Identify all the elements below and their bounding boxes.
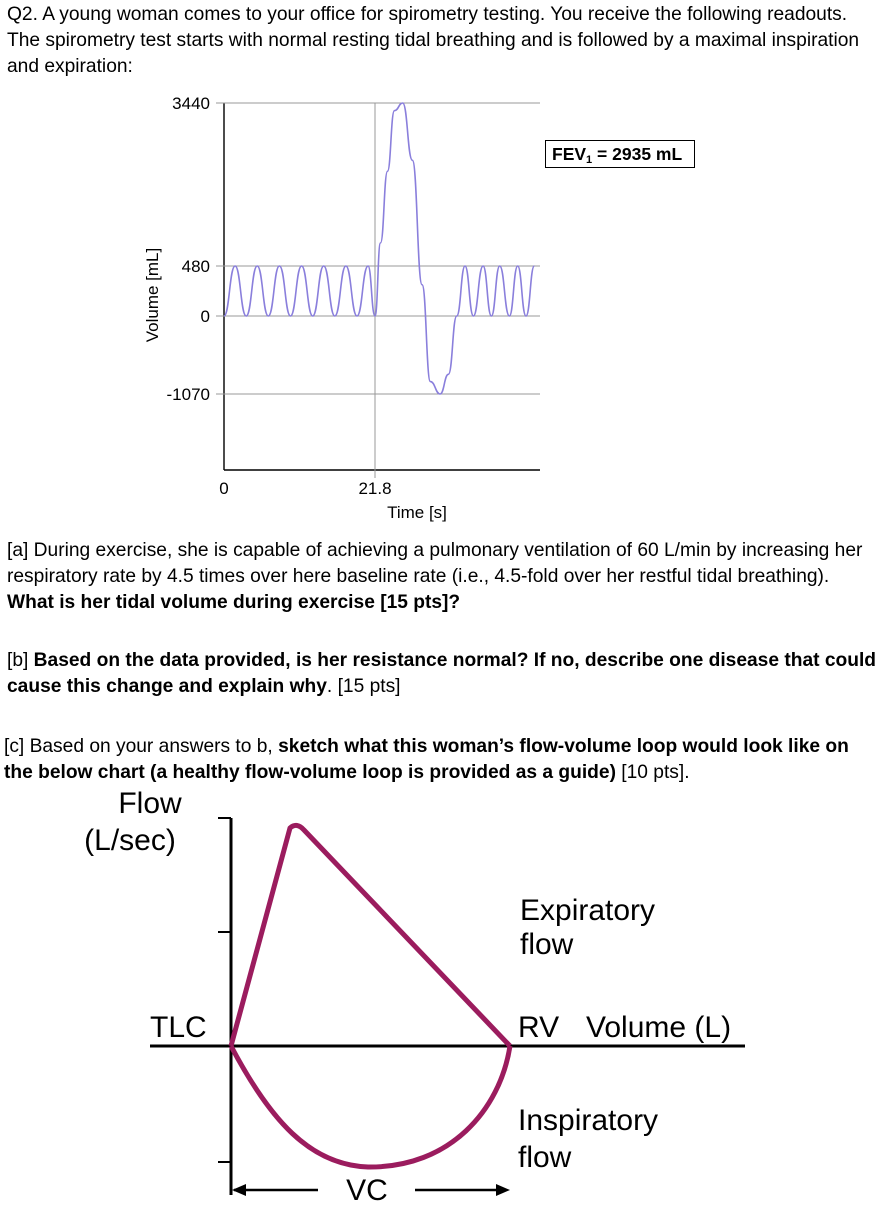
part-b-bold: Based on the data provided, is her resistance normal? If no, describe one disease that could cause this change and explain why bbox=[7, 650, 877, 697]
flow-label-line1: Flow bbox=[118, 787, 182, 820]
part-c-lead: [c] Based on your answers to b, bbox=[4, 736, 279, 757]
fev-subscript: 1 bbox=[586, 154, 593, 166]
part-a-text: [a] During exercise, she is capable of achieving a pulmonary ventilation of 60 L/min by increasing her respiratory rate by 4.5 times over here baseline rate (i.e., 4.5-fold over her restful tidal breathing). bbox=[7, 540, 863, 587]
y-tick-label: 3440 bbox=[172, 94, 210, 113]
part-b-lead: [b] bbox=[7, 650, 34, 671]
y-tick-label: -1070 bbox=[166, 385, 210, 404]
fev-label: FEV bbox=[552, 144, 587, 164]
x-tick-label: 0 bbox=[219, 479, 229, 498]
part-c-tail: [10 pts]. bbox=[615, 762, 690, 783]
rv-label: RV bbox=[518, 1011, 560, 1044]
vc-label: VC bbox=[346, 1174, 388, 1207]
question-intro: Q2. A young woman comes to your office for spirometry testing. You receive the following readouts. The spirometry test starts with normal resting tidal breathing and is followed by a maximal inspiration and expiration: bbox=[7, 4, 860, 77]
x-axis-label: Time [s] bbox=[387, 503, 447, 522]
part-b-tail: . [15 pts] bbox=[326, 676, 401, 697]
y-tick-label: 0 bbox=[200, 307, 210, 326]
expiratory-label-line1: Expiratory bbox=[520, 894, 656, 927]
inspiratory-label-line2: flow bbox=[518, 1141, 572, 1174]
flow-label-line2: (L/sec) bbox=[84, 824, 176, 857]
y-axis-label: Volume [mL] bbox=[143, 247, 162, 343]
tlc-label: TLC bbox=[150, 1011, 207, 1044]
inspiratory-loop bbox=[231, 1046, 510, 1167]
part-c-bold: sketch what this woman’s flow-volume loop would look like on the below chart (a healthy flow-volume loop is provided as a guide) bbox=[4, 736, 849, 783]
y-tick-label: 480 bbox=[181, 257, 210, 276]
volume-axis-label: Volume (L) bbox=[586, 1011, 732, 1044]
inspiratory-label-line1: Inspiratory bbox=[518, 1104, 659, 1137]
expiratory-loop bbox=[231, 825, 510, 1046]
fev-value: = 2935 mL bbox=[592, 144, 683, 164]
expiratory-label-line2: flow bbox=[520, 928, 574, 961]
x-tick-label: 21.8 bbox=[358, 479, 392, 498]
part-a-bold: What is her tidal volume during exercise [15 pts]? bbox=[7, 592, 461, 613]
